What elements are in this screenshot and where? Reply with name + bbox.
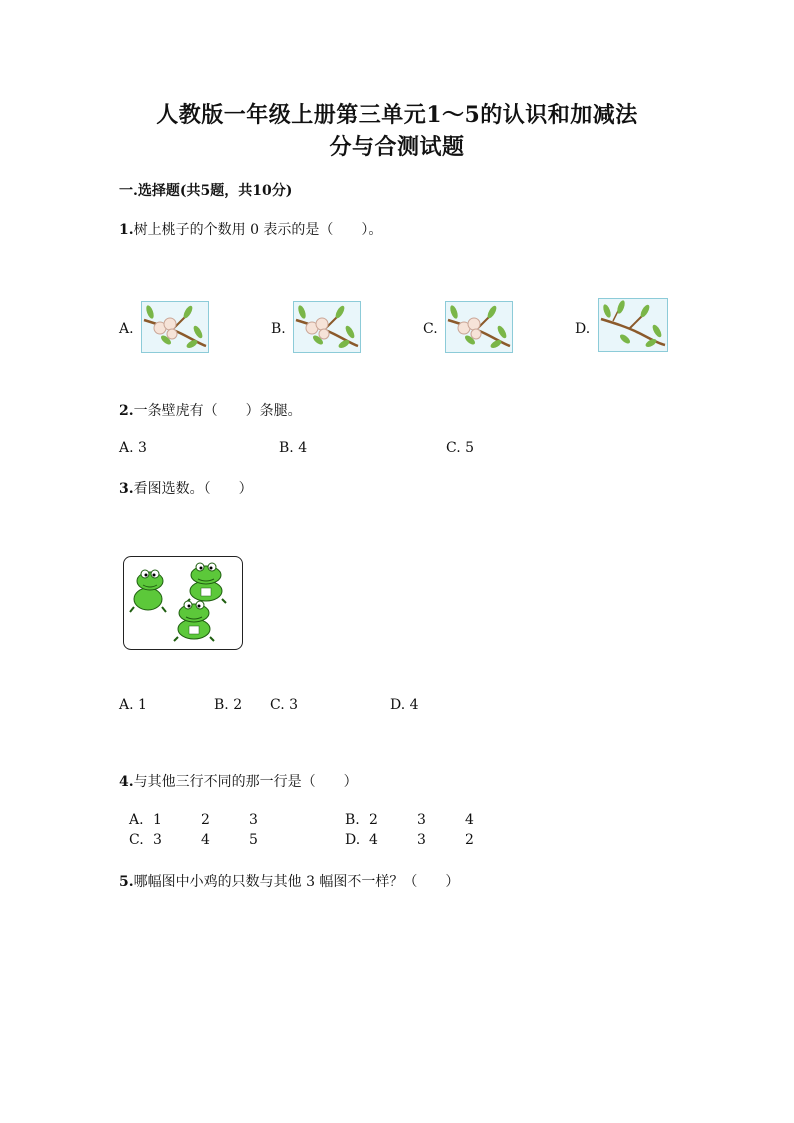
option-value: 1 [153, 812, 162, 828]
q3-option-a[interactable]: A. 1 [119, 697, 147, 713]
q1-option-b-label[interactable]: B. [271, 321, 286, 337]
question-text: 一条壁虎有（ ）条腿。 [133, 403, 302, 419]
question-number: 3. [119, 481, 134, 497]
page-title-line2: 分与合测试题 [329, 134, 465, 160]
question-number: 4. [119, 774, 134, 790]
option-label: B. [345, 812, 360, 828]
section-heading: 一.选择题(共5题，共10分) [119, 183, 293, 199]
q2-option-a[interactable]: A. 3 [119, 440, 147, 456]
option-value: 5 [249, 832, 258, 848]
frog-icon [186, 563, 226, 603]
option-value: 2 [369, 812, 378, 828]
q1-option-d-label[interactable]: D. [575, 321, 591, 337]
question-text: 哪幅图中小鸡的只数与其他 3 幅图不一样？（ ） [133, 874, 460, 890]
question-2 [119, 400, 302, 420]
q2-option-c[interactable]: C. 5 [446, 440, 475, 456]
q3-option-c[interactable]: C. 3 [270, 697, 299, 713]
question-text: 看图选数。（ ） [133, 481, 253, 497]
q1-option-c-image[interactable] [445, 301, 513, 353]
question-1 [119, 219, 382, 239]
option-value: 2 [201, 812, 210, 828]
option-label: D. [345, 832, 361, 848]
question-text: 与其他三行不同的那一行是（ ） [133, 774, 358, 790]
option-value: 2 [465, 832, 474, 848]
q1-option-c-label[interactable]: C. [423, 321, 438, 337]
option-value: 3 [153, 832, 162, 848]
q3-option-d[interactable]: D. 4 [390, 697, 419, 713]
q3-option-b[interactable]: B. 2 [214, 697, 243, 713]
page-title-line1: 人教版一年级上册第三单元1～5的认识和加减法 [156, 102, 638, 128]
frog-icon [174, 601, 214, 641]
question-number: 2. [119, 403, 134, 419]
option-label: A. [129, 812, 144, 828]
option-value: 4 [369, 832, 378, 848]
question-number: 5. [119, 874, 134, 890]
q1-option-b-image[interactable] [293, 301, 361, 353]
q2-option-b[interactable]: B. 4 [279, 440, 308, 456]
option-value: 4 [201, 832, 210, 848]
question-3 [119, 478, 253, 498]
option-value: 3 [417, 812, 426, 828]
option-value: 3 [249, 812, 258, 828]
question-5 [119, 871, 459, 891]
q1-option-a-label[interactable]: A. [119, 321, 134, 337]
question-number: 1. [119, 222, 134, 238]
option-value: 3 [417, 832, 426, 848]
option-label: C. [129, 832, 144, 848]
frog-icon [130, 570, 166, 612]
option-value: 4 [465, 812, 474, 828]
question-4 [119, 771, 358, 791]
question-text: 树上桃子的个数用 0 表示的是（ ）。 [133, 222, 383, 238]
frogs-image [123, 556, 243, 650]
q1-option-a-image[interactable] [141, 301, 209, 353]
q1-option-d-image[interactable] [598, 298, 668, 352]
